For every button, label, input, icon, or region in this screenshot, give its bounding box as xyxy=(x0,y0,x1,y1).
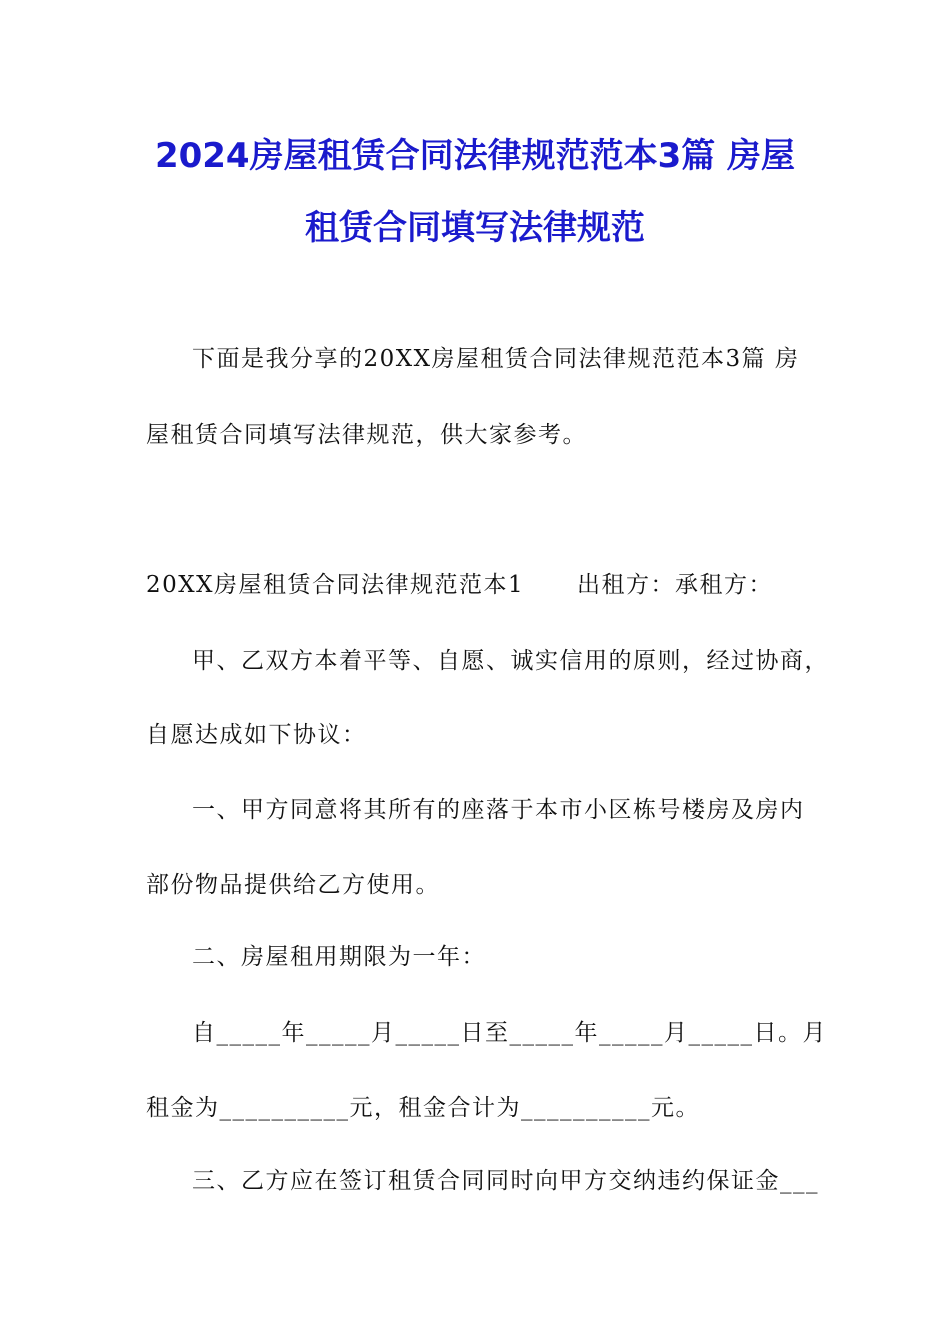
paragraph-line: 租金为__________元，租金合计为__________元。 xyxy=(146,1095,700,1121)
paragraph-line: 自愿达成如下协议： xyxy=(146,722,367,748)
paragraph-line: 一、甲方同意将其所有的座落于本市小区栋号楼房及房内 xyxy=(192,797,805,823)
paragraph-line: 自_____年_____月_____日至_____年_____月_____日。月 xyxy=(192,1020,827,1046)
intro-paragraph-line-2: 屋租赁合同填写法律规范，供大家参考。 xyxy=(146,422,587,448)
paragraph-line: 二、房屋租用期限为一年： xyxy=(192,944,486,970)
section-heading: 20XX房屋租赁合同法律规范范本1 出租方：承租方： xyxy=(146,572,774,598)
paragraph-line: 甲、乙双方本着平等、自愿、诚实信用的原则，经过协商， xyxy=(192,648,829,674)
paragraph-line: 三、乙方应在签订租赁合同同时向甲方交纳违约保证金___ xyxy=(192,1168,819,1194)
paragraph-line: 部份物品提供给乙方使用。 xyxy=(146,872,440,898)
document-title-line-1: 2024房屋租赁合同法律规范范本3篇 房屋 xyxy=(154,136,796,176)
intro-paragraph-line-1: 下面是我分享的20XX房屋租赁合同法律规范范本3篇 房 xyxy=(192,346,800,372)
document-title-line-2: 租赁合同填写法律规范 xyxy=(305,208,645,248)
